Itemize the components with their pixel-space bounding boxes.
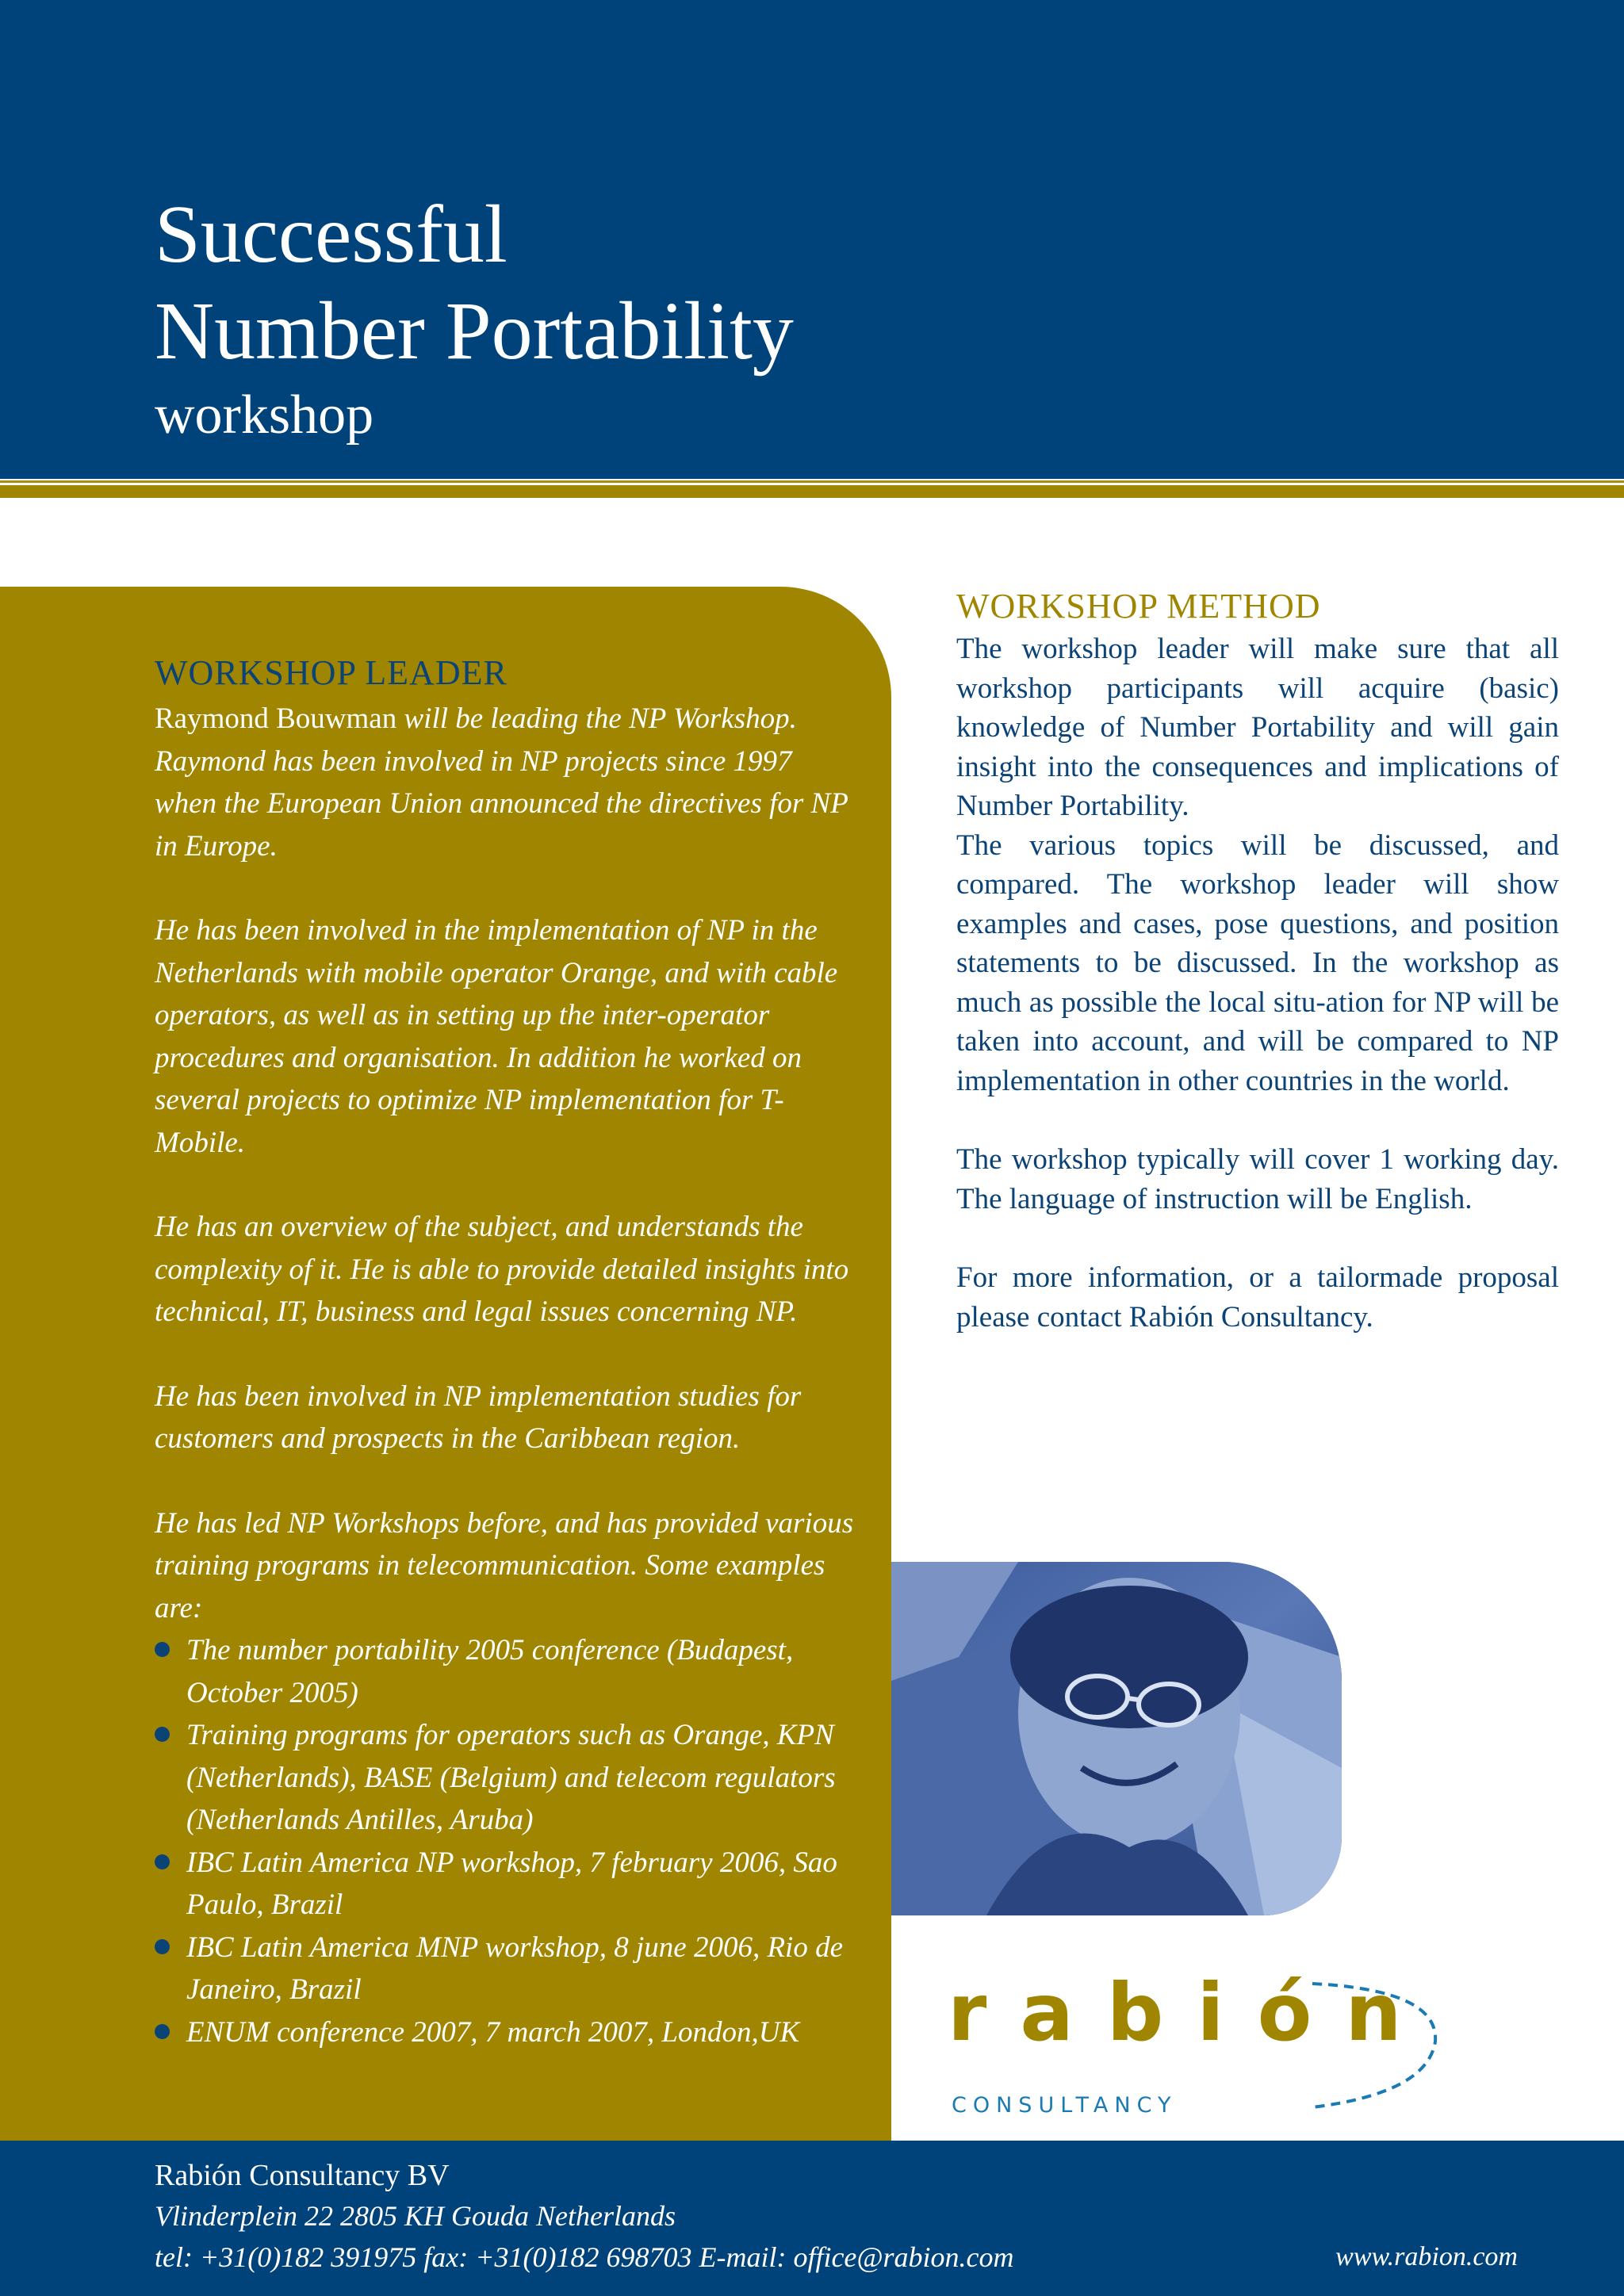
bullet-icon <box>155 1939 170 1954</box>
leader-paragraph-4: He has been involved in NP implementation studies for customers and prospects in the Caribbean region. <box>155 1380 802 1455</box>
examples-list <box>155 1629 860 2053</box>
bullet-icon <box>155 2024 170 2039</box>
list-item: IBC Latin America MNP workshop, 8 june 2006, Rio de Janeiro, Brazil <box>155 1927 860 2011</box>
method-paragraph-2: The various topics will be discussed, and compared. The workshop leader will show examples and cases, pose questions, and position statements to be discussed. In the workshop as much as possible the local situ-ation for NP will be taken into account, and will be compared to NP implementation in other countries in the world. <box>956 828 1559 1097</box>
logo-wordmark: rabión <box>948 1966 1435 2059</box>
leader-name: Raymond Bouwman <box>155 702 397 735</box>
list-item: Training programs for operators such as Orange, KPN (Netherlands), BASE (Belgium) and telecom regulators (Netherlands Antilles, Aruba) <box>155 1714 860 1842</box>
leader-paragraph-3: He has an overview of the subject, and understands the complexity of it. He is able to provide detailed insights into technical, IT, business and legal issues concerning NP. <box>155 1211 849 1328</box>
header-divider-thin <box>0 480 1624 483</box>
header-banner <box>0 0 1624 479</box>
bullet-icon <box>155 1727 170 1742</box>
rabion-logo <box>948 1966 1455 2125</box>
leader-paragraph-5: He has led NP Workshops before, and has provided various training programs in telecommunication. Some examples are: <box>155 1506 854 1624</box>
method-heading: WORKSHOP METHOD <box>956 587 1321 626</box>
bullet-icon <box>155 1642 170 1657</box>
leader-intro: will be leading the NP Workshop. Raymond has been involved in NP projects since 1997 when the European Union announced the directives for NP in Europe. <box>155 702 848 863</box>
method-paragraph-3: The workshop typically will cover 1 working day. The language of instruction will be English. <box>956 1143 1559 1215</box>
portrait-image <box>891 1562 1342 1915</box>
logo-swoosh-icon <box>948 1966 1455 2125</box>
footer <box>0 2141 1624 2296</box>
footer-address: Vlinderplein 22 2805 KH Gouda Netherlands <box>155 2200 676 2232</box>
title-line-3: workshop <box>155 385 374 446</box>
page-title <box>155 186 794 451</box>
footer-contact: tel: +31(0)182 391975 fax: +31(0)182 698703 E-mail: office@rabion.com <box>155 2241 1014 2273</box>
list-item: ENUM conference 2007, 7 march 2007, London,UK <box>155 2011 860 2054</box>
title-line-1: Successful <box>155 189 508 280</box>
leader-heading: WORKSHOP LEADER <box>155 653 508 692</box>
method-paragraph-4: For more information, or a tailormade proposal please contact Rabión Consultancy. <box>956 1261 1559 1334</box>
title-line-2: Number Portability <box>155 285 794 377</box>
workshop-method-section <box>956 584 1559 1376</box>
bullet-icon <box>155 1854 170 1869</box>
leader-paragraph-2: He has been involved in the implementation of NP in the Netherlands with mobile operator Orange, and with cable operators, as well as in setting up the inter-operator procedures and organisation. In addition he worked on several projects to optimize NP implementation for T-Mobile. <box>155 914 838 1159</box>
logo-tagline: CONSULTANCY <box>952 2093 1178 2118</box>
leader-paragraph-1 <box>155 698 860 867</box>
list-item: The number portability 2005 conference (Budapest, October 2005) <box>155 1629 860 1714</box>
footer-website-link[interactable]: www.rabion.com <box>1335 2242 1518 2271</box>
method-paragraph-1: The workshop leader will make sure that all workshop participants will acquire (basic) knowledge of Number Portability and will gain insight into the consequences and implications of Number Portability. <box>956 633 1559 822</box>
footer-company: Rabión Consultancy BV <box>155 2159 450 2192</box>
workshop-leader-section <box>155 649 860 2053</box>
header-divider-thick <box>0 485 1624 498</box>
list-item: IBC Latin America NP workshop, 7 february 2006, Sao Paulo, Brazil <box>155 1842 860 1927</box>
leader-photo <box>891 1562 1342 1915</box>
